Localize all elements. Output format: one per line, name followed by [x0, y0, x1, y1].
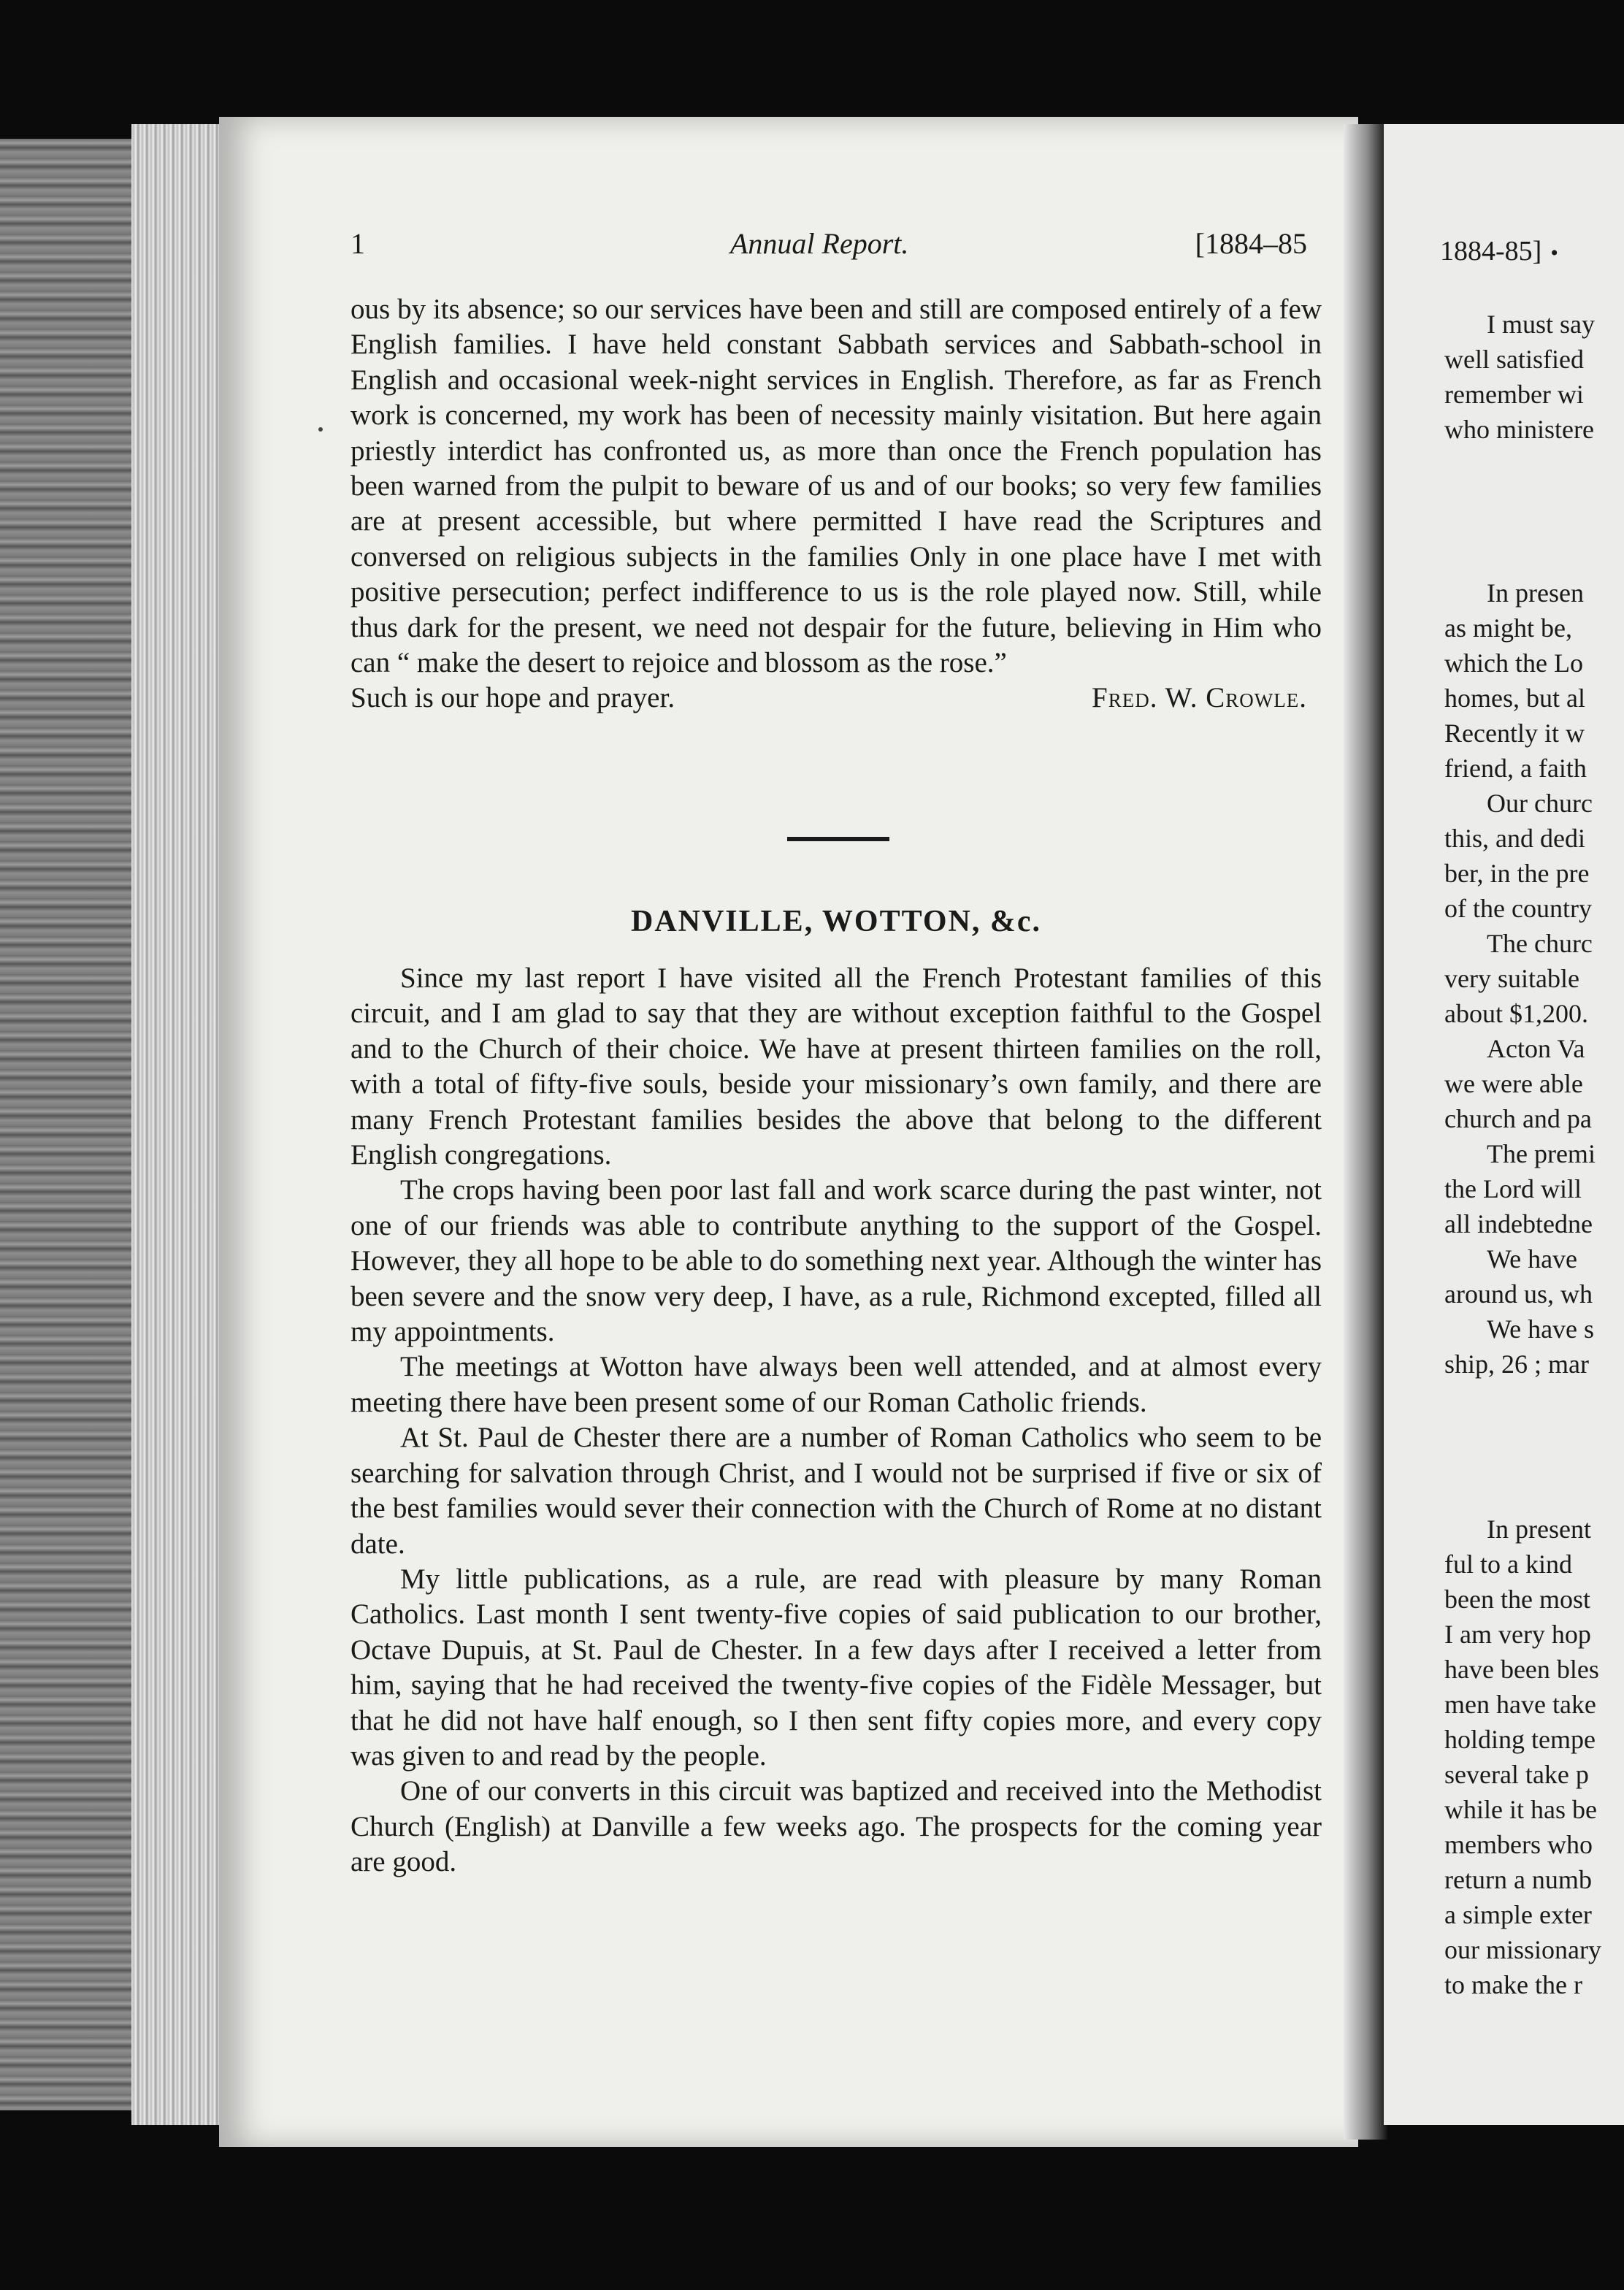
- right-line: we were able: [1444, 1069, 1583, 1098]
- signature: Fred. W. Crowle.: [1092, 682, 1307, 714]
- right-line: remember wi: [1444, 380, 1584, 409]
- right-line: while it has be: [1444, 1795, 1597, 1824]
- right-line: have been bles: [1444, 1655, 1599, 1684]
- right-line: well satisfied: [1444, 345, 1584, 374]
- right-line: of the country: [1444, 894, 1592, 923]
- section-body: [351, 961, 1322, 1880]
- right-line: a simple exter: [1444, 1900, 1592, 1929]
- right-line: members who: [1444, 1830, 1593, 1859]
- top-passage-text: ous by its absence; so our services have been and still are composed entirely of a few English families. I have held constant Sabbath services and Sabbath-school in English and occasional week-night services in English. Therefore, as far as French work is concerned, my work has been of necessity mainly visitation. But here again priestly interdict has confronted us, as more than once the French population has been warned from the pulpit to beware of us and of our books; so very few families are at present accessible, but where permitted I have read the Scriptures and conversed on religious subjects in the families Only in one place have I met with positive persecution; perfect indifference to us is the role played now. Still, while thus dark for the present, we need not despair for the future, believing in Him who can “ make the desert to rejoice and blossom as the rose.”: [351, 294, 1322, 679]
- right-line: I must say: [1487, 310, 1595, 339]
- right-line: several take p: [1444, 1760, 1589, 1789]
- right-line: I am very hop: [1444, 1620, 1591, 1649]
- right-line: friend, a faith: [1444, 754, 1587, 783]
- right-line: return a numb: [1444, 1865, 1592, 1894]
- right-line: ful to a kind: [1444, 1550, 1572, 1579]
- top-passage: [351, 292, 1322, 716]
- right-line: to make the r: [1444, 1970, 1582, 1999]
- section-divider: [787, 837, 889, 841]
- right-line: our missionary: [1444, 1935, 1601, 1964]
- section-heading: DANVILLE, WOTTON, &c.: [630, 905, 1042, 938]
- right-line: around us, wh: [1444, 1279, 1593, 1309]
- right-line: been the most: [1444, 1585, 1590, 1614]
- closing-sentence: Such is our hope and prayer.: [351, 682, 675, 714]
- right-line: this, and dedi: [1444, 824, 1585, 853]
- right-line: ship, 26 ; mar: [1444, 1349, 1589, 1379]
- right-line: holding tempe: [1444, 1725, 1596, 1754]
- right-column-group-2: [1444, 575, 1624, 1382]
- right-column-group-3: [1444, 1512, 1624, 2002]
- running-title: Annual Report.: [730, 227, 909, 260]
- right-page-header: [1440, 235, 1558, 267]
- paragraph: Since my last report I have visited all the French Protestant families of this circuit, and I am glad to say that they are without exception faithful to the Gospel and to the Church of their choice. We have at present thirteen families on the roll, with a total of fifty-five souls, beside your missionary’s own family, and there are many French Protestant families besides the above that belong to the different English congregations.: [351, 962, 1322, 1171]
- right-column-group-1: [1444, 307, 1624, 447]
- book-cover-edge: [0, 139, 139, 2110]
- right-line: We have: [1487, 1244, 1578, 1274]
- right-header-year: 1884-85]: [1440, 236, 1542, 267]
- right-line: church and pa: [1444, 1104, 1592, 1133]
- paragraph: My little publications, as a rule, are read with pleasure by many Roman Catholics. Last month I sent twenty-five copies of said publication to our brother, Octave Dupuis, at St. Paul de Chester. In a few days after I received a letter from him, saying that he had received the twenty-five copies of the Fidèle Messager, but that he did not have half enough, so I then sent fifty copies more, and every copy was given to and read by the people.: [351, 1563, 1322, 1772]
- right-line: about $1,200.: [1444, 999, 1588, 1028]
- paragraph: The crops having been poor last fall and work scarce during the past winter, not one of our friends was able to contribute anything to the support of the Gospel. However, they all hope to be able to do something next year. Although the winter has been severe and the snow very deep, I have, as a rule, Richmond excepted, filled all my appointments.: [351, 1174, 1322, 1348]
- right-line: as might be,: [1444, 613, 1572, 643]
- page-stack-edge: [131, 124, 226, 2125]
- right-line: The churc: [1487, 929, 1593, 958]
- right-line: Our churc: [1487, 789, 1593, 818]
- right-line: ber, in the pre: [1444, 859, 1590, 888]
- book-gutter: [1344, 124, 1387, 2140]
- right-line: We have s: [1487, 1314, 1595, 1344]
- right-line: which the Lo: [1444, 648, 1583, 678]
- right-line: Acton Va: [1487, 1034, 1585, 1063]
- right-line: Recently it w: [1444, 719, 1585, 748]
- margin-speck: [318, 427, 323, 432]
- right-line: In presen: [1487, 578, 1584, 608]
- right-line: In present: [1487, 1514, 1591, 1544]
- right-line: who ministere: [1444, 415, 1594, 444]
- right-line: The premi: [1487, 1139, 1596, 1168]
- header-year: [1884–85: [1195, 227, 1307, 260]
- right-header-mark: •: [1550, 241, 1558, 265]
- right-line: very suitable: [1444, 964, 1579, 993]
- running-header: [343, 219, 1314, 270]
- paragraph: One of our converts in this circuit was baptized and received into the Methodist Church (English) at Danville a few weeks ago. The prospects for the coming year are good.: [351, 1775, 1322, 1878]
- paragraph: The meetings at Wotton have always been well attended, and at almost every meeting there have been present some of our Roman Catholic friends.: [351, 1351, 1322, 1418]
- paragraph: At St. Paul de Chester there are a number of Roman Catholics who seem to be searching for salvation through Christ, and I would not be surprised if five or six of the best families would sever their connection with the Church of Rome at no distant date.: [351, 1422, 1322, 1560]
- page-number: 1: [351, 227, 365, 260]
- right-line: all indebtedne: [1444, 1209, 1593, 1238]
- right-line: the Lord will: [1444, 1174, 1582, 1203]
- closing-line: [351, 681, 1322, 716]
- right-line: men have take: [1444, 1690, 1596, 1719]
- right-line: homes, but al: [1444, 683, 1585, 713]
